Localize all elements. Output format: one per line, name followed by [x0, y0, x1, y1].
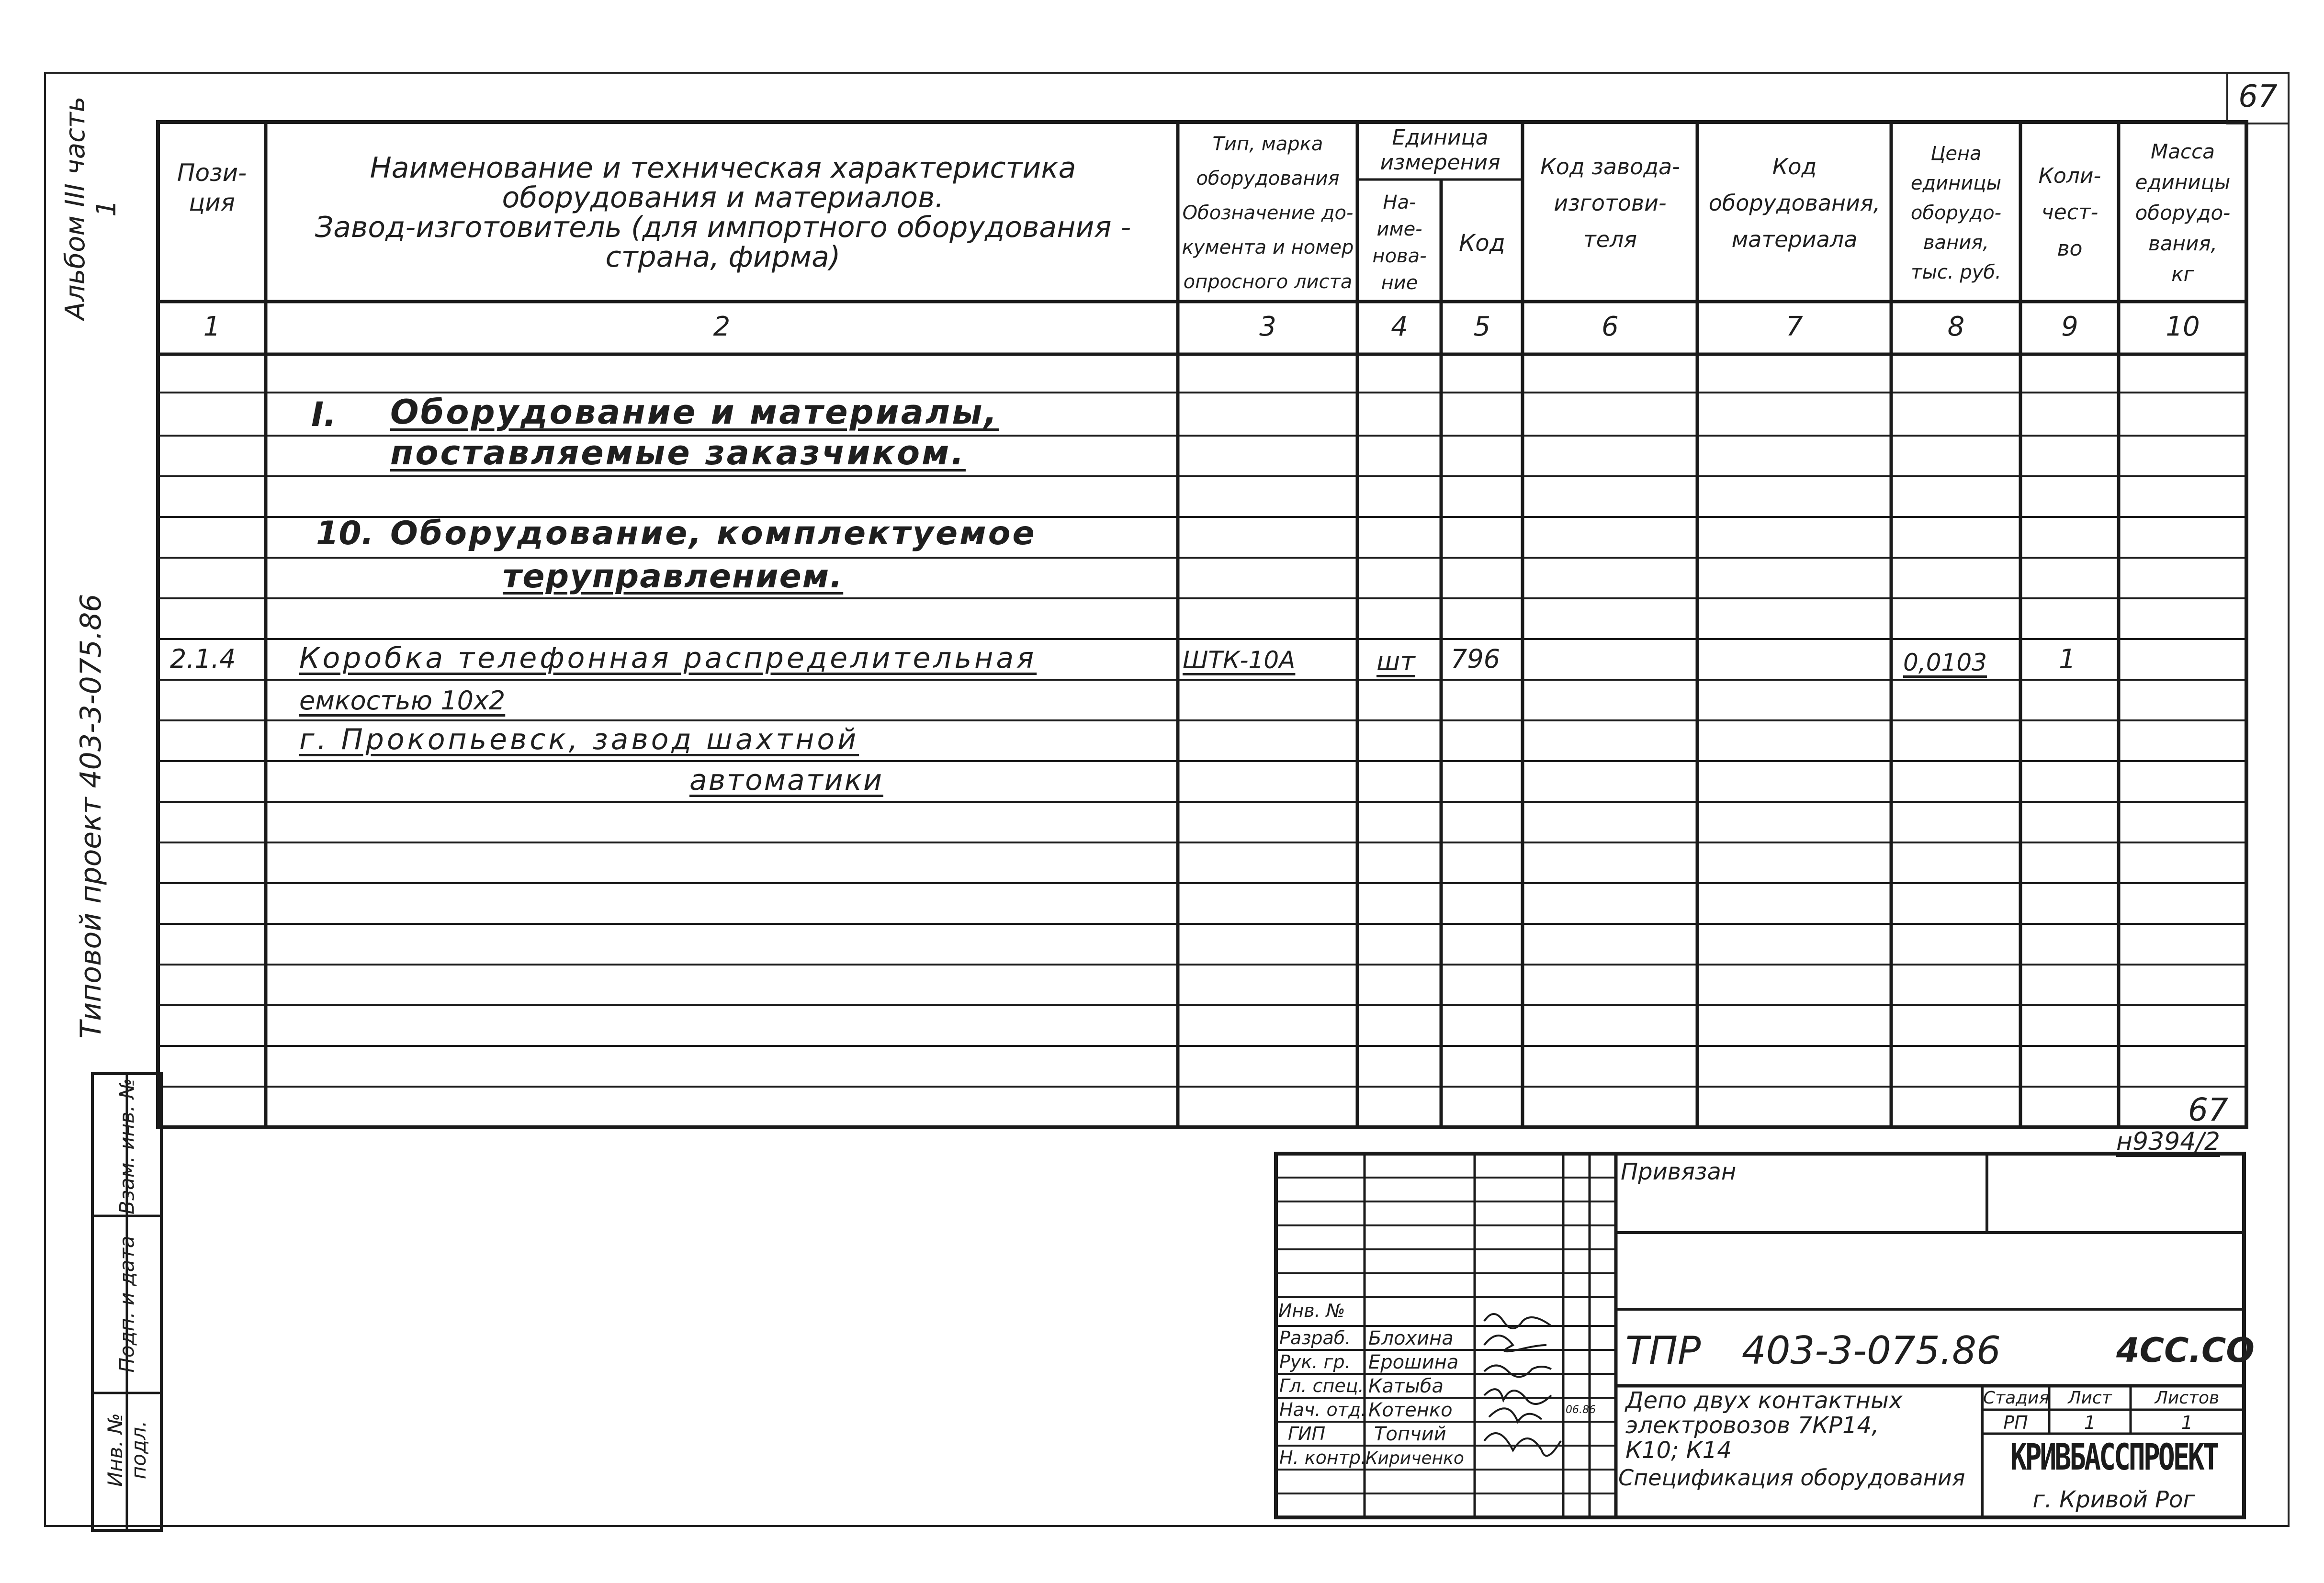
stamp-podp-data: Подп. и дата — [115, 1235, 139, 1373]
archive-number: н9394/2 — [2116, 1127, 2220, 1156]
description-line2: электровозов 7КР14, — [1625, 1412, 1879, 1439]
col-number-10: 10 — [2166, 311, 2200, 342]
project-label: Типовой проект 403-3-075.86 — [74, 594, 108, 1039]
col-number-4: 4 — [1391, 311, 1408, 342]
signature-5 — [1489, 1408, 1542, 1422]
section-1-number: I. — [311, 395, 337, 434]
stage-value: РП — [2003, 1412, 2028, 1433]
col-number-7: 7 — [1786, 311, 1803, 342]
sheet-code: 4СС.СО — [2116, 1331, 2255, 1370]
header-mass: Масса единицы оборудо- вания, кг — [2135, 140, 2231, 286]
sheets-value: 1 — [2181, 1412, 2193, 1433]
name-eroshina: Ерошина — [1368, 1351, 1459, 1373]
header-type: Тип, марка оборудования Обозначение до- кумента и номер опросного листа — [1182, 133, 1354, 293]
organization-city: г. Кривой Рог — [2032, 1486, 2195, 1513]
sheets-label: Листов — [2155, 1388, 2220, 1408]
signature-4 — [1484, 1389, 1551, 1404]
item-type: ШТК-10А — [1183, 646, 1296, 674]
header-unit: Единица измерения — [1380, 125, 1500, 175]
item-price: 0,0103 — [1903, 649, 1987, 676]
name-topchiy: Топчий — [1374, 1423, 1446, 1445]
description-line1: Депо двух контактных — [1625, 1387, 1903, 1414]
sheet-value: 1 — [2084, 1412, 2096, 1433]
item-name-line2: емкостью 10х2 — [299, 685, 506, 716]
col-number-1: 1 — [203, 311, 221, 342]
col-number-6: 6 — [1602, 311, 1619, 342]
name-kotenko: Котенко — [1368, 1399, 1453, 1421]
stamp-inv-podl: Инв. № подл. — [103, 1413, 150, 1487]
section-1-title-line1: Оборудование и материалы, — [390, 393, 999, 432]
col-number-8: 8 — [1947, 311, 1965, 342]
role-n-kontr: Н. контр. — [1279, 1447, 1367, 1468]
album-label: Альбом III часть 1 — [60, 96, 122, 320]
sheet-number-top: 67 — [2238, 79, 2278, 114]
role-nach-otd: Нач. отд. — [1279, 1399, 1367, 1420]
role-razrab: Разраб. — [1279, 1327, 1351, 1348]
name-blokhina: Блохина — [1368, 1327, 1454, 1349]
col-number-3: 3 — [1259, 311, 1276, 342]
signature-3 — [1484, 1366, 1551, 1377]
col-number-5: 5 — [1473, 311, 1491, 342]
header-equip-code: Код оборудования, материала — [1708, 154, 1881, 252]
item-unit: шт — [1376, 646, 1415, 676]
description-line4: Спецификация оборудования — [1618, 1465, 1965, 1491]
stage-label: Стадия — [1983, 1388, 2050, 1408]
sheet-number-bottom: 67 — [2188, 1091, 2228, 1128]
header-unit-name: На- име- нова- ние — [1372, 191, 1427, 294]
header-maker-code: Код завода- изготови- теля — [1540, 154, 1680, 252]
role-gip: ГИП — [1288, 1423, 1326, 1444]
section-10-title-line2: теруправлением. — [503, 558, 844, 595]
role-ruk-gr: Рук. гр. — [1279, 1351, 1351, 1372]
header-name: Наименование и техническая характеристика оборудования и материалов. Завод-изготовитель (для импортного оборудования - страна, фирма) — [315, 151, 1131, 274]
item-position: 2.1.4 — [170, 644, 236, 674]
header-quantity: Коли- чест- во — [2038, 164, 2101, 261]
col-number-9: 9 — [2061, 311, 2078, 342]
stamp-vzam-inv: Взам. инв. № — [115, 1078, 139, 1215]
item-name-line4: автоматики — [689, 763, 883, 797]
privyazan-label: Привязан — [1621, 1158, 1737, 1185]
document-code: ТПР 403-3-075.86 — [1625, 1328, 2001, 1373]
item-unit-code: 796 — [1451, 644, 1500, 674]
section-10-number: 10. — [316, 515, 374, 552]
role-gl-spec: Гл. спец. — [1279, 1375, 1364, 1396]
name-katyba: Катыба — [1368, 1375, 1444, 1397]
item-name-line1: Коробка телефонная распределительная — [299, 641, 1037, 675]
name-kirichenko: Кириченко — [1365, 1448, 1464, 1468]
col-number-2: 2 — [713, 311, 731, 342]
header-unit-code: Код — [1459, 230, 1505, 257]
date-mark: 06.86 — [1566, 1404, 1596, 1416]
description-line3: К10; К14 — [1625, 1437, 1732, 1464]
header-price: Цена единицы оборудо- вания, тыс. руб. — [1910, 143, 2002, 283]
signature-6 — [1484, 1433, 1561, 1456]
organization-name: КРИВБАССПРОЕКТ — [2010, 1436, 2218, 1479]
item-name-line3: г. Прокопьевск, завод шахтной — [299, 723, 859, 756]
inv-label: Инв. № — [1278, 1300, 1345, 1321]
header-position: Пози- ция — [177, 159, 247, 216]
sheet-label: Лист — [2068, 1388, 2112, 1408]
section-10-title-line1: Оборудование, комплектуемое — [390, 515, 1037, 552]
section-1-title-line2: поставляемые заказчиком. — [390, 433, 966, 472]
item-quantity: 1 — [2059, 644, 2076, 675]
